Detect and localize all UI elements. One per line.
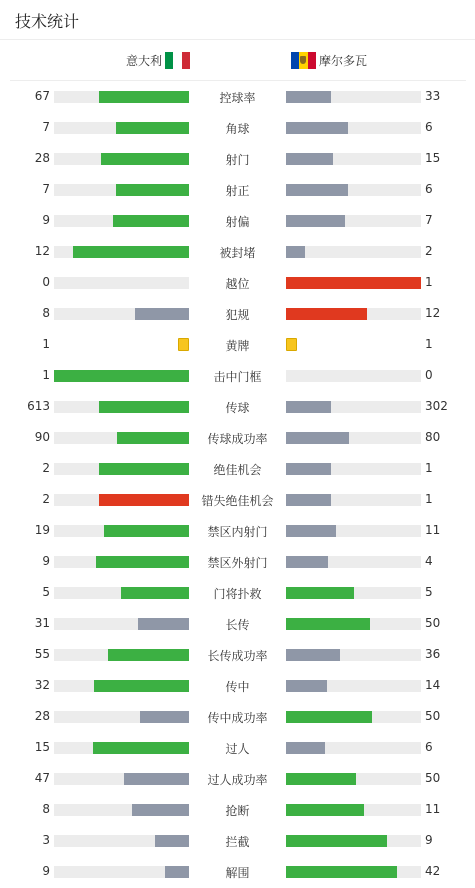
away-bar-track <box>286 649 421 661</box>
home-bar-track <box>54 587 189 599</box>
stat-row <box>0 701 475 732</box>
away-bar-fill <box>286 587 354 599</box>
home-stat-value: 8 <box>42 802 50 816</box>
home-stat-value: 28 <box>34 709 50 723</box>
home-bar-track <box>54 649 189 661</box>
home-stat-value: 9 <box>42 213 50 227</box>
home-bar-track <box>54 184 189 196</box>
away-stat-value: 1 <box>425 461 433 475</box>
home-bar-track <box>54 525 189 537</box>
home-bar-fill <box>54 370 189 382</box>
away-bar-track <box>286 246 421 258</box>
stat-row <box>0 484 475 515</box>
stat-label: 射门 <box>225 153 250 167</box>
yellow-card-icon <box>178 338 189 351</box>
away-bar-fill <box>286 215 345 227</box>
stat-row <box>0 856 475 887</box>
home-bar-track <box>54 91 189 103</box>
home-bar-fill <box>108 649 189 661</box>
stat-row <box>0 515 475 546</box>
away-bar-track <box>286 618 421 630</box>
away-stat-value: 1 <box>425 275 433 289</box>
home-stat-value: 5 <box>42 585 50 599</box>
home-bar-fill <box>138 618 189 630</box>
away-bar-fill <box>286 742 325 754</box>
home-bar-track <box>54 804 189 816</box>
away-bar-fill <box>286 432 349 444</box>
away-bar-fill <box>286 649 340 661</box>
home-bar-track <box>54 153 189 165</box>
home-bar-fill <box>140 711 189 723</box>
away-stat-value: 42 <box>425 864 441 878</box>
away-bar-track <box>286 804 421 816</box>
italy-flag-icon <box>165 52 190 69</box>
home-bar-fill <box>99 401 189 413</box>
home-stat-value: 67 <box>34 89 50 103</box>
stat-label: 错失绝佳机会 <box>201 494 274 508</box>
home-bar-fill <box>135 308 189 320</box>
stat-label: 禁区内射门 <box>207 525 268 539</box>
away-bar-fill <box>286 153 333 165</box>
away-bar-fill <box>286 618 370 630</box>
away-stat-value: 11 <box>425 523 441 537</box>
stat-label: 抢断 <box>225 804 250 818</box>
home-bar-fill <box>132 804 189 816</box>
away-stat-value: 1 <box>425 492 433 506</box>
stat-row <box>0 143 475 174</box>
stat-label: 传中成功率 <box>207 711 268 725</box>
away-bar-track <box>286 277 421 289</box>
home-bar-track <box>54 401 189 413</box>
moldova-crest-icon <box>300 56 306 64</box>
home-stat-value: 28 <box>34 151 50 165</box>
away-bar-fill <box>286 525 336 537</box>
home-stat-value: 1 <box>42 337 50 351</box>
away-stat-value: 11 <box>425 802 441 816</box>
home-bar-track <box>54 742 189 754</box>
home-bar-track <box>54 556 189 568</box>
home-stat-value: 47 <box>34 771 50 785</box>
away-stat-value: 50 <box>425 616 441 630</box>
home-bar-track <box>54 370 189 382</box>
home-stat-value: 9 <box>42 554 50 568</box>
away-stat-value: 36 <box>425 647 441 661</box>
home-stat-value: 8 <box>42 306 50 320</box>
away-bar-fill <box>286 122 348 134</box>
away-stat-value: 0 <box>425 368 433 382</box>
away-bar-fill <box>286 866 397 878</box>
home-bar-fill <box>117 432 189 444</box>
home-bar-fill <box>101 153 189 165</box>
home-bar-fill <box>93 742 189 754</box>
away-bar-track <box>286 711 421 723</box>
home-bar-track <box>54 246 189 258</box>
away-stat-value: 6 <box>425 120 433 134</box>
home-stat-value: 613 <box>27 399 50 413</box>
away-stat-value: 33 <box>425 89 441 103</box>
home-bar-fill <box>104 525 189 537</box>
home-stat-value: 9 <box>42 864 50 878</box>
away-stat-value: 15 <box>425 151 441 165</box>
away-bar-fill <box>286 494 331 506</box>
home-team[interactable] <box>126 52 190 69</box>
stat-row <box>0 670 475 701</box>
home-stat-value: 7 <box>42 182 50 196</box>
stat-label: 过人 <box>225 742 250 756</box>
stat-label: 绝佳机会 <box>213 463 262 477</box>
home-bar-fill <box>113 215 189 227</box>
away-stat-value: 7 <box>425 213 433 227</box>
stat-label: 越位 <box>225 277 250 291</box>
home-stat-value: 12 <box>34 244 50 258</box>
stat-row <box>0 577 475 608</box>
away-stat-value: 12 <box>425 306 441 320</box>
page-title: 技术统计 <box>15 12 80 31</box>
away-stat-value: 9 <box>425 833 433 847</box>
away-team-name: 摩尔多瓦 <box>319 54 368 68</box>
home-bar-fill <box>99 494 189 506</box>
away-stat-value: 2 <box>425 244 433 258</box>
home-bar-fill <box>94 680 189 692</box>
home-bar-track <box>54 308 189 320</box>
home-bar-track <box>54 835 189 847</box>
away-bar-fill <box>286 835 387 847</box>
stat-row <box>0 546 475 577</box>
away-stat-value: 302 <box>425 399 448 413</box>
away-bar-fill <box>286 246 305 258</box>
away-bar-track <box>286 680 421 692</box>
home-stat-value: 55 <box>34 647 50 661</box>
stat-row <box>0 825 475 856</box>
home-bar-track <box>54 215 189 227</box>
away-bar-fill <box>286 804 364 816</box>
stat-row <box>0 391 475 422</box>
away-bar-track <box>286 401 421 413</box>
stat-row <box>0 112 475 143</box>
home-bar-track <box>54 494 189 506</box>
home-bar-fill <box>99 91 189 103</box>
home-bar-track <box>54 432 189 444</box>
away-stat-value: 6 <box>425 740 433 754</box>
away-bar-track <box>286 91 421 103</box>
away-bar-fill <box>286 711 372 723</box>
stat-row <box>0 608 475 639</box>
stat-label: 传球成功率 <box>207 432 268 446</box>
yellow-card-icon <box>286 338 297 351</box>
away-bar-track <box>286 153 421 165</box>
away-bar-fill <box>286 401 331 413</box>
home-stat-value: 3 <box>42 833 50 847</box>
stat-row <box>0 81 475 112</box>
away-bar-fill <box>286 556 328 568</box>
home-team-name: 意大利 <box>125 54 162 68</box>
home-bar-fill <box>121 587 189 599</box>
home-bar-track <box>54 680 189 692</box>
home-bar-track <box>54 463 189 475</box>
home-bar-fill <box>165 866 189 878</box>
away-bar-track <box>286 587 421 599</box>
home-stat-value: 0 <box>42 275 50 289</box>
away-bar-track <box>286 773 421 785</box>
away-bar-track <box>286 556 421 568</box>
stat-label: 禁区外射门 <box>207 556 268 570</box>
home-stat-value: 32 <box>34 678 50 692</box>
home-bar-fill <box>116 122 189 134</box>
stat-row <box>0 174 475 205</box>
stat-label: 传球 <box>225 401 250 415</box>
away-stat-value: 6 <box>425 182 433 196</box>
home-bar-fill <box>96 556 189 568</box>
away-bar-fill <box>286 91 331 103</box>
home-stat-value: 15 <box>34 740 50 754</box>
away-stat-value: 1 <box>425 337 433 351</box>
stat-label: 黄牌 <box>225 339 250 353</box>
stat-row <box>0 639 475 670</box>
home-stat-value: 2 <box>42 492 50 506</box>
home-bar-fill <box>155 835 189 847</box>
away-bar-fill <box>286 277 421 289</box>
stat-label: 射偏 <box>225 215 250 229</box>
away-stat-value: 5 <box>425 585 433 599</box>
away-bar-track <box>286 215 421 227</box>
away-team[interactable] <box>291 52 367 69</box>
home-bar-fill <box>124 773 189 785</box>
stat-label: 门将扑救 <box>213 587 262 601</box>
moldova-flag-icon <box>291 52 316 69</box>
stat-row <box>0 267 475 298</box>
stat-row <box>0 794 475 825</box>
away-bar-fill <box>286 680 327 692</box>
stat-row <box>0 298 475 329</box>
stat-label: 过人成功率 <box>207 773 268 787</box>
home-stat-value: 1 <box>42 368 50 382</box>
stats-list <box>0 81 475 887</box>
away-bar-track <box>286 370 421 382</box>
away-stat-value: 4 <box>425 554 433 568</box>
stat-label: 控球率 <box>219 91 256 105</box>
stat-label: 犯规 <box>225 308 250 322</box>
stat-label: 射正 <box>225 184 250 198</box>
stat-label: 被封堵 <box>219 246 256 260</box>
stat-label: 长传成功率 <box>207 649 268 663</box>
stat-label: 解围 <box>225 866 250 880</box>
stat-row <box>0 763 475 794</box>
away-bar-track <box>286 463 421 475</box>
home-stat-value: 2 <box>42 461 50 475</box>
away-stat-value: 50 <box>425 771 441 785</box>
away-bar-track <box>286 494 421 506</box>
home-stat-value: 31 <box>34 616 50 630</box>
away-stat-value: 50 <box>425 709 441 723</box>
home-stat-value: 7 <box>42 120 50 134</box>
away-bar-track <box>286 742 421 754</box>
away-stat-value: 80 <box>425 430 441 444</box>
stat-row <box>0 360 475 391</box>
away-bar-track <box>286 184 421 196</box>
stat-label: 角球 <box>225 122 250 136</box>
home-bar-track <box>54 711 189 723</box>
stat-row <box>0 422 475 453</box>
away-bar-track <box>286 835 421 847</box>
teams-header <box>10 41 466 81</box>
home-bar-track <box>54 618 189 630</box>
home-bar-track <box>54 122 189 134</box>
away-bar-track <box>286 122 421 134</box>
away-bar-track <box>286 432 421 444</box>
home-bar-track <box>54 277 189 289</box>
home-bar-track <box>54 866 189 878</box>
stat-row <box>0 732 475 763</box>
home-bar-fill <box>99 463 189 475</box>
away-bar-fill <box>286 773 356 785</box>
stat-row <box>0 236 475 267</box>
away-bar-fill <box>286 308 367 320</box>
page-header <box>0 0 475 40</box>
stat-label: 击中门框 <box>213 370 262 384</box>
stat-label: 拦截 <box>225 835 250 849</box>
away-stat-value: 14 <box>425 678 441 692</box>
home-stat-value: 90 <box>34 430 50 444</box>
stat-row <box>0 205 475 236</box>
away-bar-track <box>286 525 421 537</box>
stat-row <box>0 453 475 484</box>
away-bar-fill <box>286 184 348 196</box>
home-bar-fill <box>116 184 189 196</box>
away-bar-track <box>286 308 421 320</box>
home-bar-track <box>54 773 189 785</box>
stat-row <box>0 329 475 360</box>
stat-label: 长传 <box>225 618 250 632</box>
away-bar-track <box>286 866 421 878</box>
home-stat-value: 19 <box>34 523 50 537</box>
home-bar-fill <box>73 246 189 258</box>
away-bar-fill <box>286 463 331 475</box>
stat-label: 传中 <box>225 680 250 694</box>
